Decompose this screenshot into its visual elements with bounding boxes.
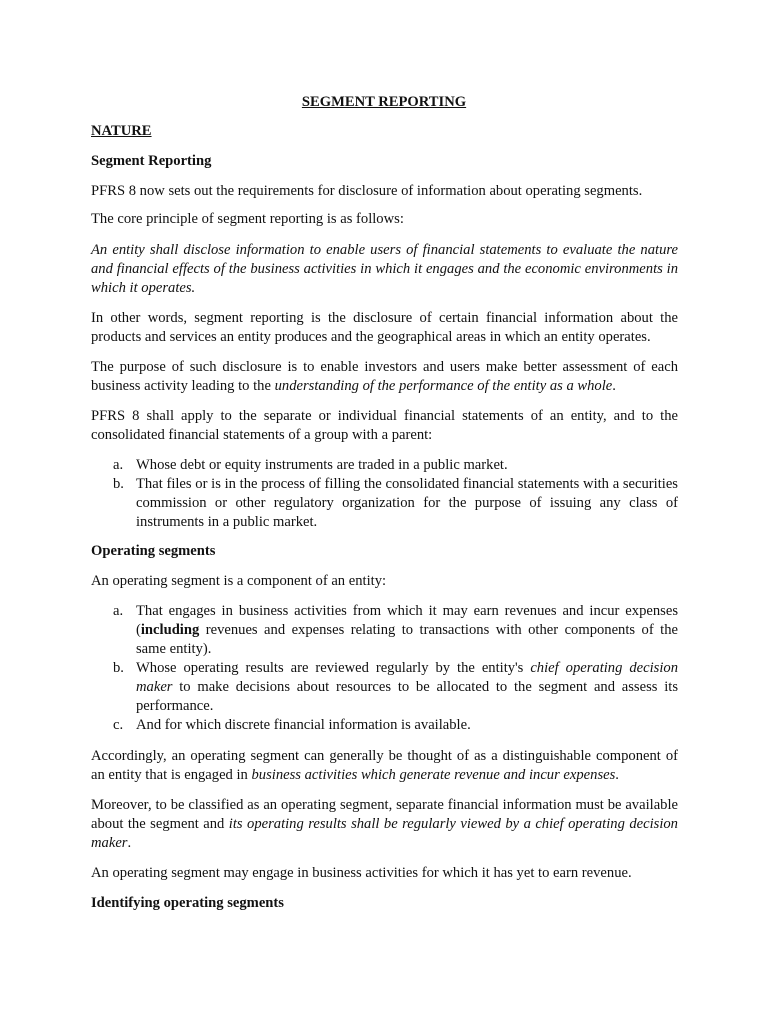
list-item-text-cont: to make decisions about resources to be allocated to the segment and assess its performance. [136,679,678,714]
paragraph-purpose [91,358,678,396]
subheading-operating-segments: Operating segments [91,543,216,559]
subheading-segment-reporting: Segment Reporting [91,153,212,169]
list-marker: c. [113,717,124,733]
paragraph-moreover-emphasis: its operating results shall be regularly viewed by a chief operating decision maker [91,816,678,851]
operating-segment-criteria-list [91,602,678,735]
list-item [91,659,678,716]
paragraph-pfrs8-scope: PFRS 8 shall apply to the separate or individual financial statements of an entity, and to the consolidated financial statements of a group with a parent: [91,408,678,443]
list-marker: b. [113,476,124,492]
list-item-text: That engages in business activities from which it may earn revenues and incur expenses ( [136,603,678,638]
list-item-bold: including [140,622,200,638]
paragraph-moreover-text: Moreover, to be classified as an operating segment, separate financial information must be available about the segment and [91,797,678,832]
paragraph-core-principle-quote: An entity shall disclose information to enable users of financial statements to evaluate the nature and financial effects of the business activities in which it engages and the economic environments in which it operates. [91,242,678,296]
subheading-identifying-operating-segments: Identifying operating segments [91,895,284,911]
list-marker: a. [113,603,124,619]
paragraph-accordingly-end: . [615,767,619,783]
paragraph-operating-segment-definition: An operating segment is a component of an entity: [91,573,387,589]
paragraph-yet-to-earn-revenue: An operating segment may engage in business activities for which it has yet to earn revenue. [91,865,632,881]
list-item-text: Whose debt or equity instruments are traded in a public market. [136,457,508,473]
section-heading-nature: NATURE [91,123,152,139]
paragraph-accordingly-emphasis: business activities which generate revenue and incur expenses [251,767,616,783]
paragraph-moreover-end: . [127,835,132,851]
scope-list [91,456,678,532]
list-item-italic: chief operating decision maker [136,660,678,695]
paragraph-core-principle-intro: The core principle of segment reporting is as follows: [91,211,404,227]
list-item [91,602,678,659]
paragraph-accordingly [91,747,678,785]
list-item [91,475,678,532]
paragraph-in-other-words: In other words, segment reporting is the disclosure of certain financial information about the products and services an entity produces and the geographical areas in which an entity operates. [91,310,678,345]
list-marker: b. [113,660,124,676]
list-item [91,456,678,475]
list-item-text-cont: revenues and expenses relating to transactions with other components of the same entity). [136,622,678,657]
list-marker: a. [113,457,124,473]
list-item-text: Whose operating results are reviewed regularly by the entity's [136,660,531,676]
paragraph-purpose-emphasis: understanding of the performance of the entity as a whole [274,378,613,394]
paragraph-accordingly-text: Accordingly, an operating segment can generally be thought of as a distinguishable component of an entity that is engaged in [91,748,678,783]
list-item [91,716,678,735]
paragraph-moreover [91,796,678,853]
paragraph-purpose-text: The purpose of such disclosure is to enable investors and users make better assessment of each business activity leading to the [91,359,678,394]
paragraph-purpose-end: . [612,378,616,394]
paragraph-pfrs8-intro: PFRS 8 now sets out the requirements for disclosure of information about operating segments. [91,183,643,199]
list-item-text: And for which discrete financial information is available. [136,717,471,733]
document-title: SEGMENT REPORTING [301,94,467,110]
list-item-text: That files or is in the process of filling the consolidated financial statements with a securities commission or other regulatory organization for the purpose of issuing any class of instruments in a public market. [136,476,678,530]
